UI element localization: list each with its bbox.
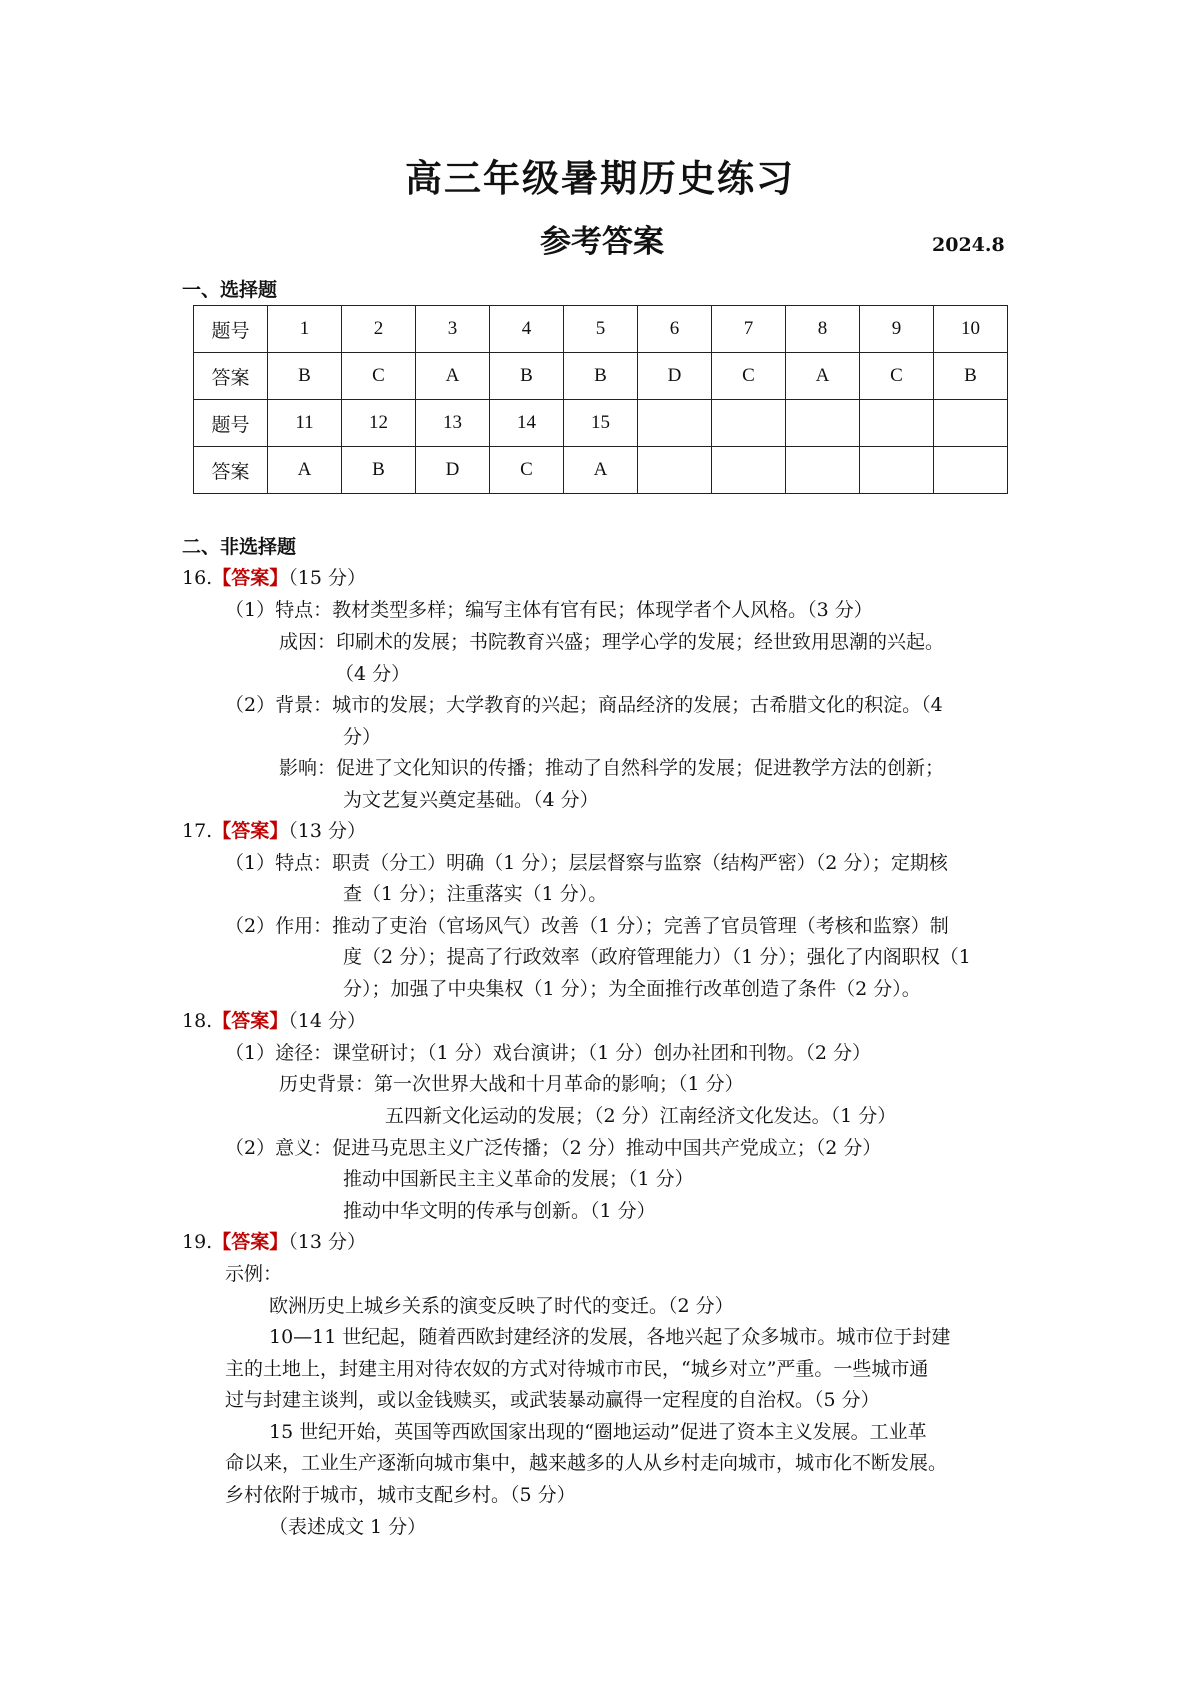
table-cell (712, 447, 786, 494)
q19-line: 示例： (225, 1263, 283, 1285)
table-cell: D (416, 447, 490, 494)
question-number: 17. (182, 820, 213, 842)
q16-line: 影响：促进了文化知识的传播；推动了自然科学的发展；促进教学方法的创新； (279, 757, 945, 779)
question-score: （13 分） (288, 1231, 366, 1253)
answer-tag: 【答案】 (212, 820, 289, 842)
table-cell: D (638, 353, 712, 400)
table-cell: B (934, 353, 1008, 400)
table-cell (860, 447, 934, 494)
page-subtitle: 参考答案 (540, 224, 664, 260)
table-cell: 12 (342, 400, 416, 447)
section2-heading: 二、非选择题 (182, 536, 297, 558)
q16-line: （2）背景：城市的发展；大学教育的兴起；商品经济的发展；古希腊文化的积淀。（4 (225, 694, 943, 716)
question-score: （14 分） (288, 1010, 366, 1032)
q19-header (182, 1229, 366, 1255)
table-cell: C (712, 353, 786, 400)
q16-line: （1）特点：教材类型多样；编写主体有官有民；体现学者个人风格。（3 分） (225, 599, 873, 621)
q16-line: 为文艺复兴奠定基础。（4 分） (343, 789, 599, 811)
table-cell: C (342, 353, 416, 400)
table-row (194, 447, 1008, 494)
question-number: 19. (182, 1231, 213, 1253)
q18-line: 五四新文化运动的发展；（2 分）江南经济文化发达。（1 分） (385, 1105, 897, 1127)
answer-table (193, 305, 1008, 494)
q18-line: （2）意义：促进马克思主义广泛传播；（2 分）推动中国共产党成立；（2 分） (225, 1137, 882, 1159)
q16-line: 成因：印刷术的发展；书院教育兴盛；理学心学的发展；经世致用思潮的兴起。 (279, 631, 945, 653)
table-cell: A (416, 353, 490, 400)
table-cell: B (564, 353, 638, 400)
q18-line: 历史背景：第一次世界大战和十月革命的影响；（1 分） (279, 1073, 744, 1095)
table-cell: 4 (490, 306, 564, 353)
table-cell (712, 400, 786, 447)
question-number: 18. (182, 1010, 213, 1032)
table-cell: C (860, 353, 934, 400)
q18-line: （1）途径：课堂研讨；（1 分）戏台演讲；（1 分）创办社团和刊物。（2 分） (225, 1042, 871, 1064)
table-cell: C (490, 447, 564, 494)
q18-line: 推动中国新民主主义革命的发展；（1 分） (343, 1168, 694, 1190)
table-cell: B (268, 353, 342, 400)
q19-line: 过与封建主谈判，或以金钱赎买，或武装暴动赢得一定程度的自治权。（5 分） (225, 1389, 880, 1411)
q19-line: 乡村依附于城市，城市支配乡村。（5 分） (225, 1484, 576, 1506)
section1-heading: 一、选择题 (182, 279, 278, 301)
table-cell (934, 447, 1008, 494)
table-cell (786, 447, 860, 494)
table-cell: B (490, 353, 564, 400)
page-title: 高三年级暑期历史练习 (405, 156, 795, 200)
table-cell: 15 (564, 400, 638, 447)
q19-line: 命以来，工业生产逐渐向城市集中，越来越多的人从乡村走向城市，城市化不断发展。 (225, 1452, 948, 1474)
q17-line: （1）特点：职责（分工）明确（1 分）；层层督察与监察（结构严密）（2 分）；定期核 (225, 852, 948, 874)
table-cell: 8 (786, 306, 860, 353)
table-cell: A (564, 447, 638, 494)
question-score: （13 分） (288, 820, 366, 842)
table-row (194, 306, 1008, 353)
q19-line: 主的土地上，封建主用对待农奴的方式对待城市市民，“城乡对立”严重。一些城市通 (225, 1358, 929, 1380)
table-cell: 10 (934, 306, 1008, 353)
table-cell (638, 447, 712, 494)
q18-header (182, 1008, 366, 1034)
answer-tag: 【答案】 (212, 1010, 289, 1032)
table-cell: 2 (342, 306, 416, 353)
q16-line: （4 分） (335, 663, 411, 685)
q17-line: （2）作用：推动了吏治（官场风气）改善（1 分）；完善了官员管理（考核和监察）制 (225, 915, 949, 937)
table-cell: A (786, 353, 860, 400)
q16-line: 分） (343, 726, 382, 748)
exam-date: 2024.8 (932, 234, 1005, 256)
question-number: 16. (182, 567, 213, 589)
table-cell: 13 (416, 400, 490, 447)
row-label: 答案 (194, 353, 268, 400)
row-label: 答案 (194, 447, 268, 494)
table-row (194, 353, 1008, 400)
q16-header (182, 565, 366, 591)
table-cell: 11 (268, 400, 342, 447)
table-cell (786, 400, 860, 447)
q19-line: 15 世纪开始，英国等西欧国家出现的“圈地运动”促进了资本主义发展。工业革 (269, 1421, 927, 1443)
table-row (194, 400, 1008, 447)
question-score: （15 分） (288, 567, 366, 589)
table-cell (934, 400, 1008, 447)
q17-line: 度（2 分）；提高了行政效率（政府管理能力）（1 分）；强化了内阁职权（1 (343, 946, 971, 968)
table-cell (638, 400, 712, 447)
table-cell (860, 400, 934, 447)
answer-tag: 【答案】 (212, 1231, 289, 1253)
table-cell: 7 (712, 306, 786, 353)
table-cell: A (268, 447, 342, 494)
table-cell: B (342, 447, 416, 494)
answer-tag: 【答案】 (212, 567, 289, 589)
q18-line: 推动中华文明的传承与创新。（1 分） (343, 1200, 656, 1222)
row-label: 题号 (194, 306, 268, 353)
table-cell: 6 (638, 306, 712, 353)
row-label: 题号 (194, 400, 268, 447)
q17-line: 查（1 分）；注重落实（1 分）。 (343, 883, 608, 905)
table-cell: 14 (490, 400, 564, 447)
q19-line: （表述成文 1 分） (269, 1516, 427, 1538)
q19-line: 欧洲历史上城乡关系的演变反映了时代的变迁。（2 分） (269, 1295, 734, 1317)
table-cell: 9 (860, 306, 934, 353)
q17-line: 分）；加强了中央集权（1 分）；为全面推行改革创造了条件（2 分）。 (343, 978, 921, 1000)
q17-header (182, 818, 366, 844)
q19-line: 10—11 世纪起，随着西欧封建经济的发展，各地兴起了众多城市。城市位于封建 (269, 1326, 951, 1348)
table-cell: 5 (564, 306, 638, 353)
table-cell: 3 (416, 306, 490, 353)
table-cell: 1 (268, 306, 342, 353)
